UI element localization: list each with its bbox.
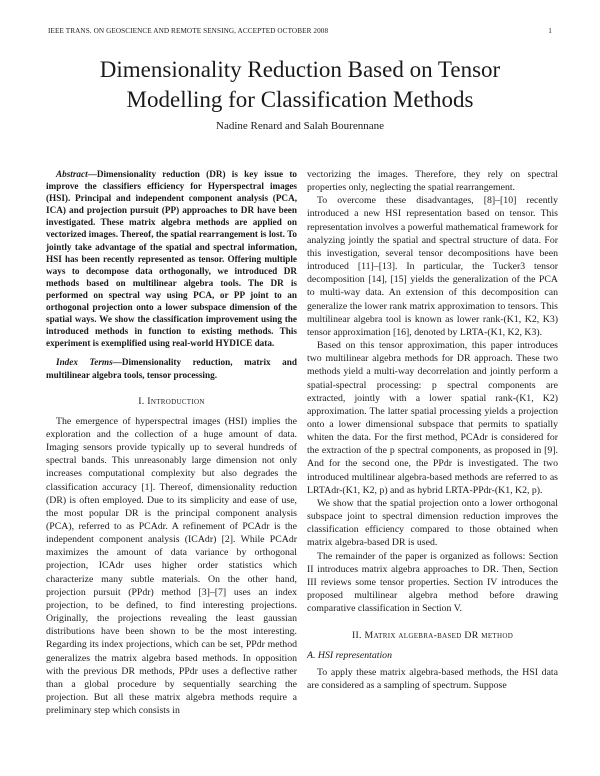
section-heading-introduction: I. Introduction [138, 395, 205, 407]
abstract-label: Abstract [56, 169, 88, 179]
intro-paragraph-1: The emergence of hyperspectral images (HSI) implies the exploration and the collection of a huge amount of data. Imaging sensors provide typically up to several hundreds of spectral bands. This unreasonably large dimension not only increases computational complexity but also degrades the classification accuracy [1]. Thereof, dimensionality reduction (DR) is often employed. Due to its simplicity and ease of use, the most popular DR is the principal component analysis (PCA), referred to as PCAdr. A refinement of PCAdr is the independent component analysis (ICAdr) [2]. While PCAdr maximizes the amount of data variance by orthogonal projection, ICAdr uses higher order statistics which characterize many subtle materials. On the other hand, projection pursuit (PPdr) method [3]–[7] uses an index projection, to be defined, to find interesting projections. Originally, the projections revealing the least gaussian distributions have been shown to be the most interesting. Regarding its index projections, which can be set, PPdr method generalizes the matrix algebra based methods. In opposition with the previous DR methods, PPdr uses a deflective rather than a global procedure by sequentially searching the projection. But all these matrix algebra methods require a preliminary step which consists in [46, 415, 297, 717]
intro-continuation: vectorizing the images. Therefore, they rely on spectral properties only, neglecting the spatial rearrangement. [307, 169, 558, 194]
index-terms [46, 356, 297, 380]
intro-paragraph-2: To overcome these disadvantages, [8]–[10] recently introduced a new HSI representation based on tensor. This representation involves a powerful mathematical framework for analyzing jointly the spatial and spectral structure of data. For this investigation, several tensor decompositions have been introduced [11]–[13]. In particular, the Tucker3 tensor decomposition [14], [15] yields the generalization of the PCA to multi-way data. An extension of this decomposition can generalize the lower rank matrix approximation to tensors. This multilinear algebra tool is known as lower rank-(K1, K2, K3) tensor approximation [16], denoted by LRTA-(K1, K2, K3). [307, 195, 558, 338]
intro-paragraph-3: Based on this tensor approximation, this paper introduces two multilinear algebra methods for DR approach. These two methods yield a multi-way decorrelation and jointly perform a spatial-spectral processing: p spectral components are extracted, jointly with a lower spatial rank-(K1, K2) approximation. The latter spatial processing yields a projection onto a lower dimensional subspace that permits to spatially whiten the data. For the first method, PCAdr is considered for the extraction of the p spectral components, as proposed in [9]. And for the second one, the PPdr is investigated. The two introduced multilinear algebra-based methods are referred to as LRTAdr-(K1, K2, p) and as hybrid LRTA-PPdr-(K1, K2, p). [307, 340, 558, 496]
section-heading-matrix-algebra: II. Matrix algebra-based DR method [351, 630, 514, 642]
intro-paragraph-5: The remainder of the paper is organized as follows: Section II introduces matrix algebra approaches to DR. Then, Section III reviews some tensor properties. Section IV introduces the proposed multilinear algebra method before drawing comparative classification in Section V. [307, 550, 558, 615]
right-column [307, 168, 558, 692]
abstract [46, 168, 297, 349]
running-head [48, 27, 552, 35]
title-line-1: Dimensionality Reduction Based on Tensor [99, 57, 501, 82]
authors: Nadine Renard and Salah Bourennane [216, 120, 384, 132]
left-column [46, 168, 297, 717]
intro-paragraph-4: We show that the spatial projection onto a lower orthogonal subspace joint to spectral dimension reduction improves the classification efficiency compared to those obtained when matrix algebra-based DR is used. [307, 497, 558, 549]
index-terms-text: —Dimensionality reduction, matrix and multilinear algebra tools, tensor processing. [46, 357, 297, 380]
section2-paragraph-1: To apply these matrix algebra-based methods, the HSI data are considered as a sampling of spectrum. Suppose [307, 666, 558, 691]
running-title: IEEE TRANS. ON GEOSCIENCE AND REMOTE SENSING, ACCEPTED OCTOBER 2008 [48, 27, 329, 35]
abstract-text: —Dimensionality reduction (DR) is key issue to improve the classifiers efficiency for Hyperspectral images (HSI). Principal and independent component analysis (PCA, ICA) and projection pursuit (PP) approaches to DR have been investigated. These matrix algebra methods are applied on vectorized images. Thereof, the spatial rearrangement is lost. To jointly take advantage of the spatial and spectral information, HSI has been recently represented as tensor. Offering multiple ways to decompose data orthogonally, we introduced DR methods based on multilinear algebra tools. The DR is performed on spectral way using PCA, or PP joint to an orthogonal projection onto a lower subspace dimension of the spatial ways. We show the classification improvement using the introduced methods in function to existing methods. This experiment is exemplified using real-world HYDICE data. [46, 169, 297, 349]
index-terms-label: Index Terms [56, 357, 113, 368]
title-line-2: Modelling for Classification Methods [126, 87, 474, 112]
subsection-heading-hsi: A. HSI representation [307, 650, 392, 662]
page-number: 1 [548, 27, 552, 35]
paper-title [40, 55, 560, 115]
